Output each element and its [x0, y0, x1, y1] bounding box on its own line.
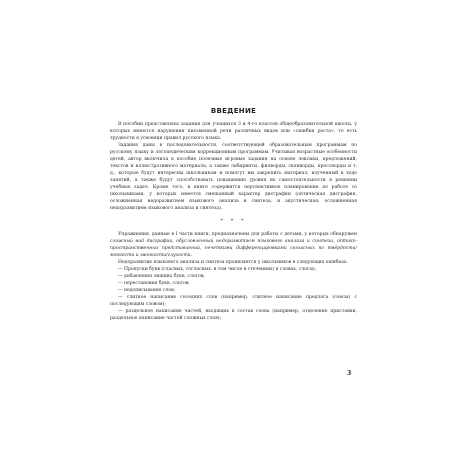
- list-item: — недописывание слов;: [118, 288, 176, 293]
- list-item: — перестановки букв, слогов;: [118, 281, 190, 286]
- page-number: 3: [347, 370, 352, 377]
- page-title: ВВЕДЕНИЕ: [210, 107, 257, 115]
- list-item: — добавления лишних букв, слогов;: [118, 274, 205, 279]
- paragraph-intro: В пособии представлены задания для учащихся 3 и 4-го классов общеобразовательной школы, у которых имеются нарушения письменной речи различных видов или «ошибки роста», то есть трудности в усвоении правил русского языка.: [110, 122, 357, 141]
- list-item: — слитное написание соседних слов (например, слитное написание предлога (союза) с последующим словом);: [110, 295, 357, 307]
- paragraph-exercises-italic: сложный вид дисграфии, обусловленный недоразвитием языкового анализа и синтеза, оптико-пространственных представлений, нечеткими дифференцировками согласных по твёрдости/мягкости и звонкости/глухости.: [110, 239, 357, 258]
- page-content: [110, 107, 357, 322]
- list-item: — Пропуски букв (гласных, согласных, в том числе в стечениях) в словах, слогах;: [118, 267, 317, 272]
- paragraph-exercises: [110, 231, 357, 259]
- paragraph-underdevelopment: Недоразвитие языкового анализа и синтеза проявляется у школьников в следующих ошибках.: [118, 260, 348, 265]
- paragraph-exercises-plain: Упражнения, данные в I части книги, предназначены для работы с детьми, у которых обнаружен: [118, 232, 357, 237]
- paragraph-tasks: Задания даны в последовательности, соответствующей образовательным программам по русскому языку и логопедическим коррекционным программам. Учитывая возрастные особенности детей, автор включила в пособие полезные игровые задания на основе лексики, предложений, текстов и иллюстративного материала; а также лабиринты, филворды, сканворды, кроссворды и т. д., которые будут интересны школьникам и помогут им закрепить материал, изученный в ходе занятий, а также будут способствовать повышению уровня их самостоятельности в решении учебных задач. Кроме того, в книге содержится перспективное планирование по работе со школьниками, у которых имеется смешанный характер дисграфии (оптическая дисграфия, осложненная недоразвитием языкового анализа и синтеза, и акустическая, осложненная недоразвитием языкового анализа и синтеза).: [110, 143, 357, 211]
- list-item: — раздельное написание частей, входящих в состав слова (например, отделение приставки, раздельное написание частей сложных слов);: [110, 309, 357, 321]
- section-separator: * * *: [220, 218, 247, 224]
